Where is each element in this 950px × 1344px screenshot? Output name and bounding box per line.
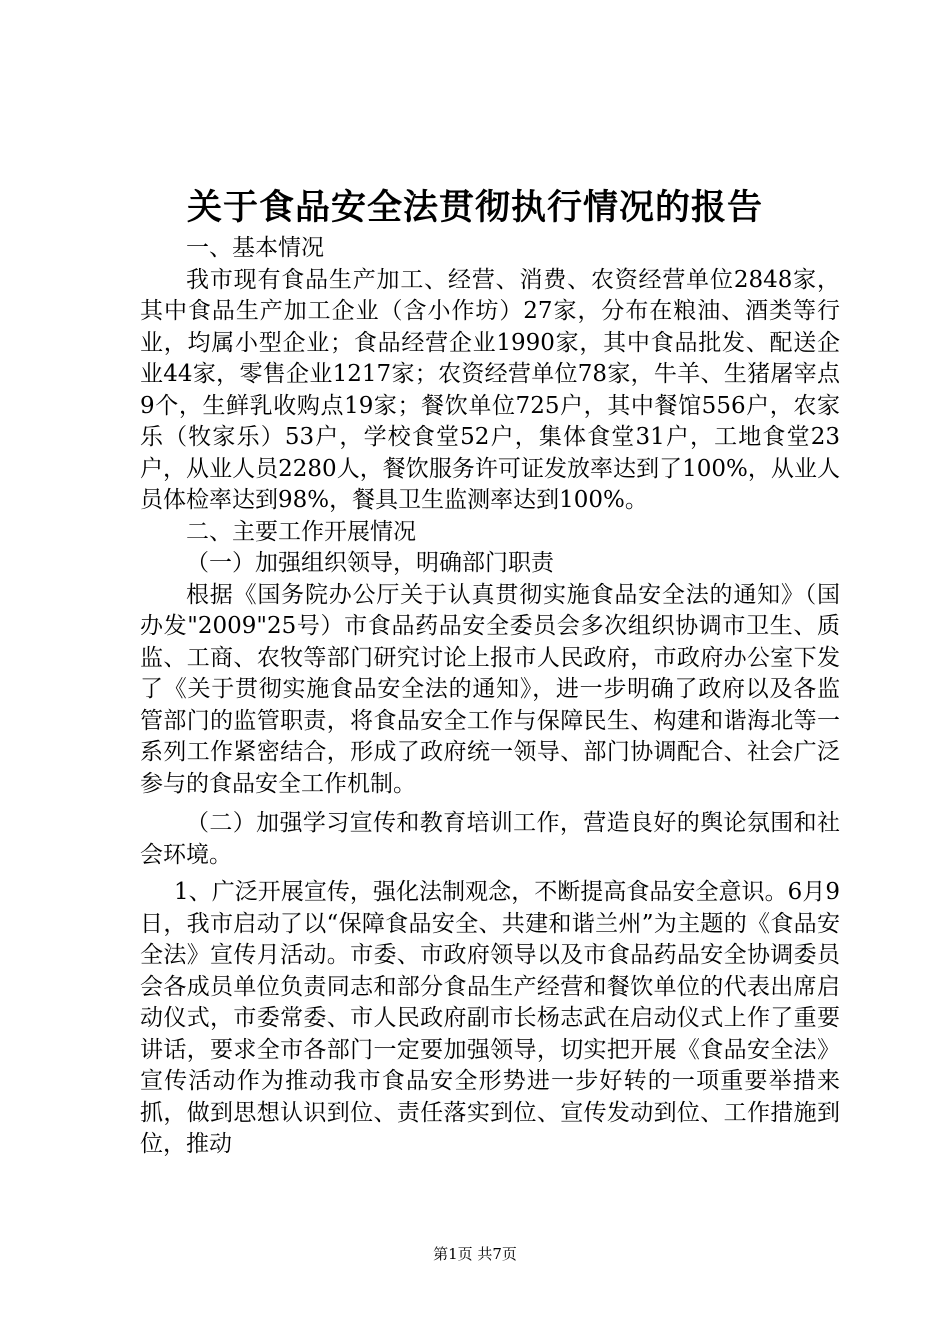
section-heading-main-work: 二、主要工作开展情况 bbox=[186, 518, 416, 545]
document-body bbox=[140, 233, 840, 1161]
subsection-heading-1: （一）加强组织领导，明确部门职责 bbox=[186, 550, 554, 576]
section-heading-basic: 一、基本情况 bbox=[186, 235, 324, 261]
paragraph-basic-situation: 我市现有食品生产加工、经营、消费、农资经营单位2848家，其中食品生产加工企业（含小作坊）27家，分布在粮油、酒类等行业，均属小型企业；食品经营企业1990家，其中食品批发、配送企业44家，零售企业1217家；农资经营单位78家，牛羊、生猪屠宰点9个，生鲜乳收购点19家；餐饮单位725户，其中餐馆556户，农家乐（牧家乐）53户，学校食堂52户，集体食堂31户，工地食堂23户，从业人员2280人，餐饮服务许可证发放率达到了100%，从业人员体检率达到98%，餐具卫生监测率达到100%。 bbox=[140, 266, 840, 513]
subsection-heading-2: （二）加强学习宣传和教育培训工作，营造良好的舆论氛围和社会环境。 bbox=[140, 810, 840, 868]
document-title: 关于食品安全法贯彻执行情况的报告 bbox=[186, 187, 763, 228]
page-number-footer: 第1页 共7页 bbox=[433, 1245, 517, 1263]
paragraph-organization: 根据《国务院办公厅关于认真贯彻实施食品安全法的通知》（国办发"2009"25号）市食品药品安全委员会多次组织协调市卫生、质监、工商、农牧等部门研究讨论上报市人民政府，市政府办公室下发了《关于贯彻实施食品安全法的通知》，进一步明确了政府以及各监管部门的监管职责，将食品安全工作与保障民生、构建和谐海北等一系列工作紧密结合，形成了政府统一领导、部门协调配合、社会广泛参与的食品安全工作机制。 bbox=[140, 581, 840, 797]
paragraph-publicity: 1、广泛开展宣传，强化法制观念，不断提高食品安全意识。6月9日，我市启动了以“保障食品安全、共建和谐兰州”为主题的《食品安全法》宣传月活动。市委、市政府领导以及市食品药品安全协调委员会各成员单位负责同志和部分食品生产经营和餐饮单位的代表出席启动仪式，市委常委、市人民政府副市长杨志武在启动仪式上作了重要讲话，要求全市各部门一定要加强领导，切实把开展《食品安全法》宣传活动作为推动我市食品安全形势进一步好转的一项重要举措来抓，做到思想认识到位、责任落实到位、宣传发动到位、工作措施到位，推动 bbox=[140, 879, 840, 1157]
